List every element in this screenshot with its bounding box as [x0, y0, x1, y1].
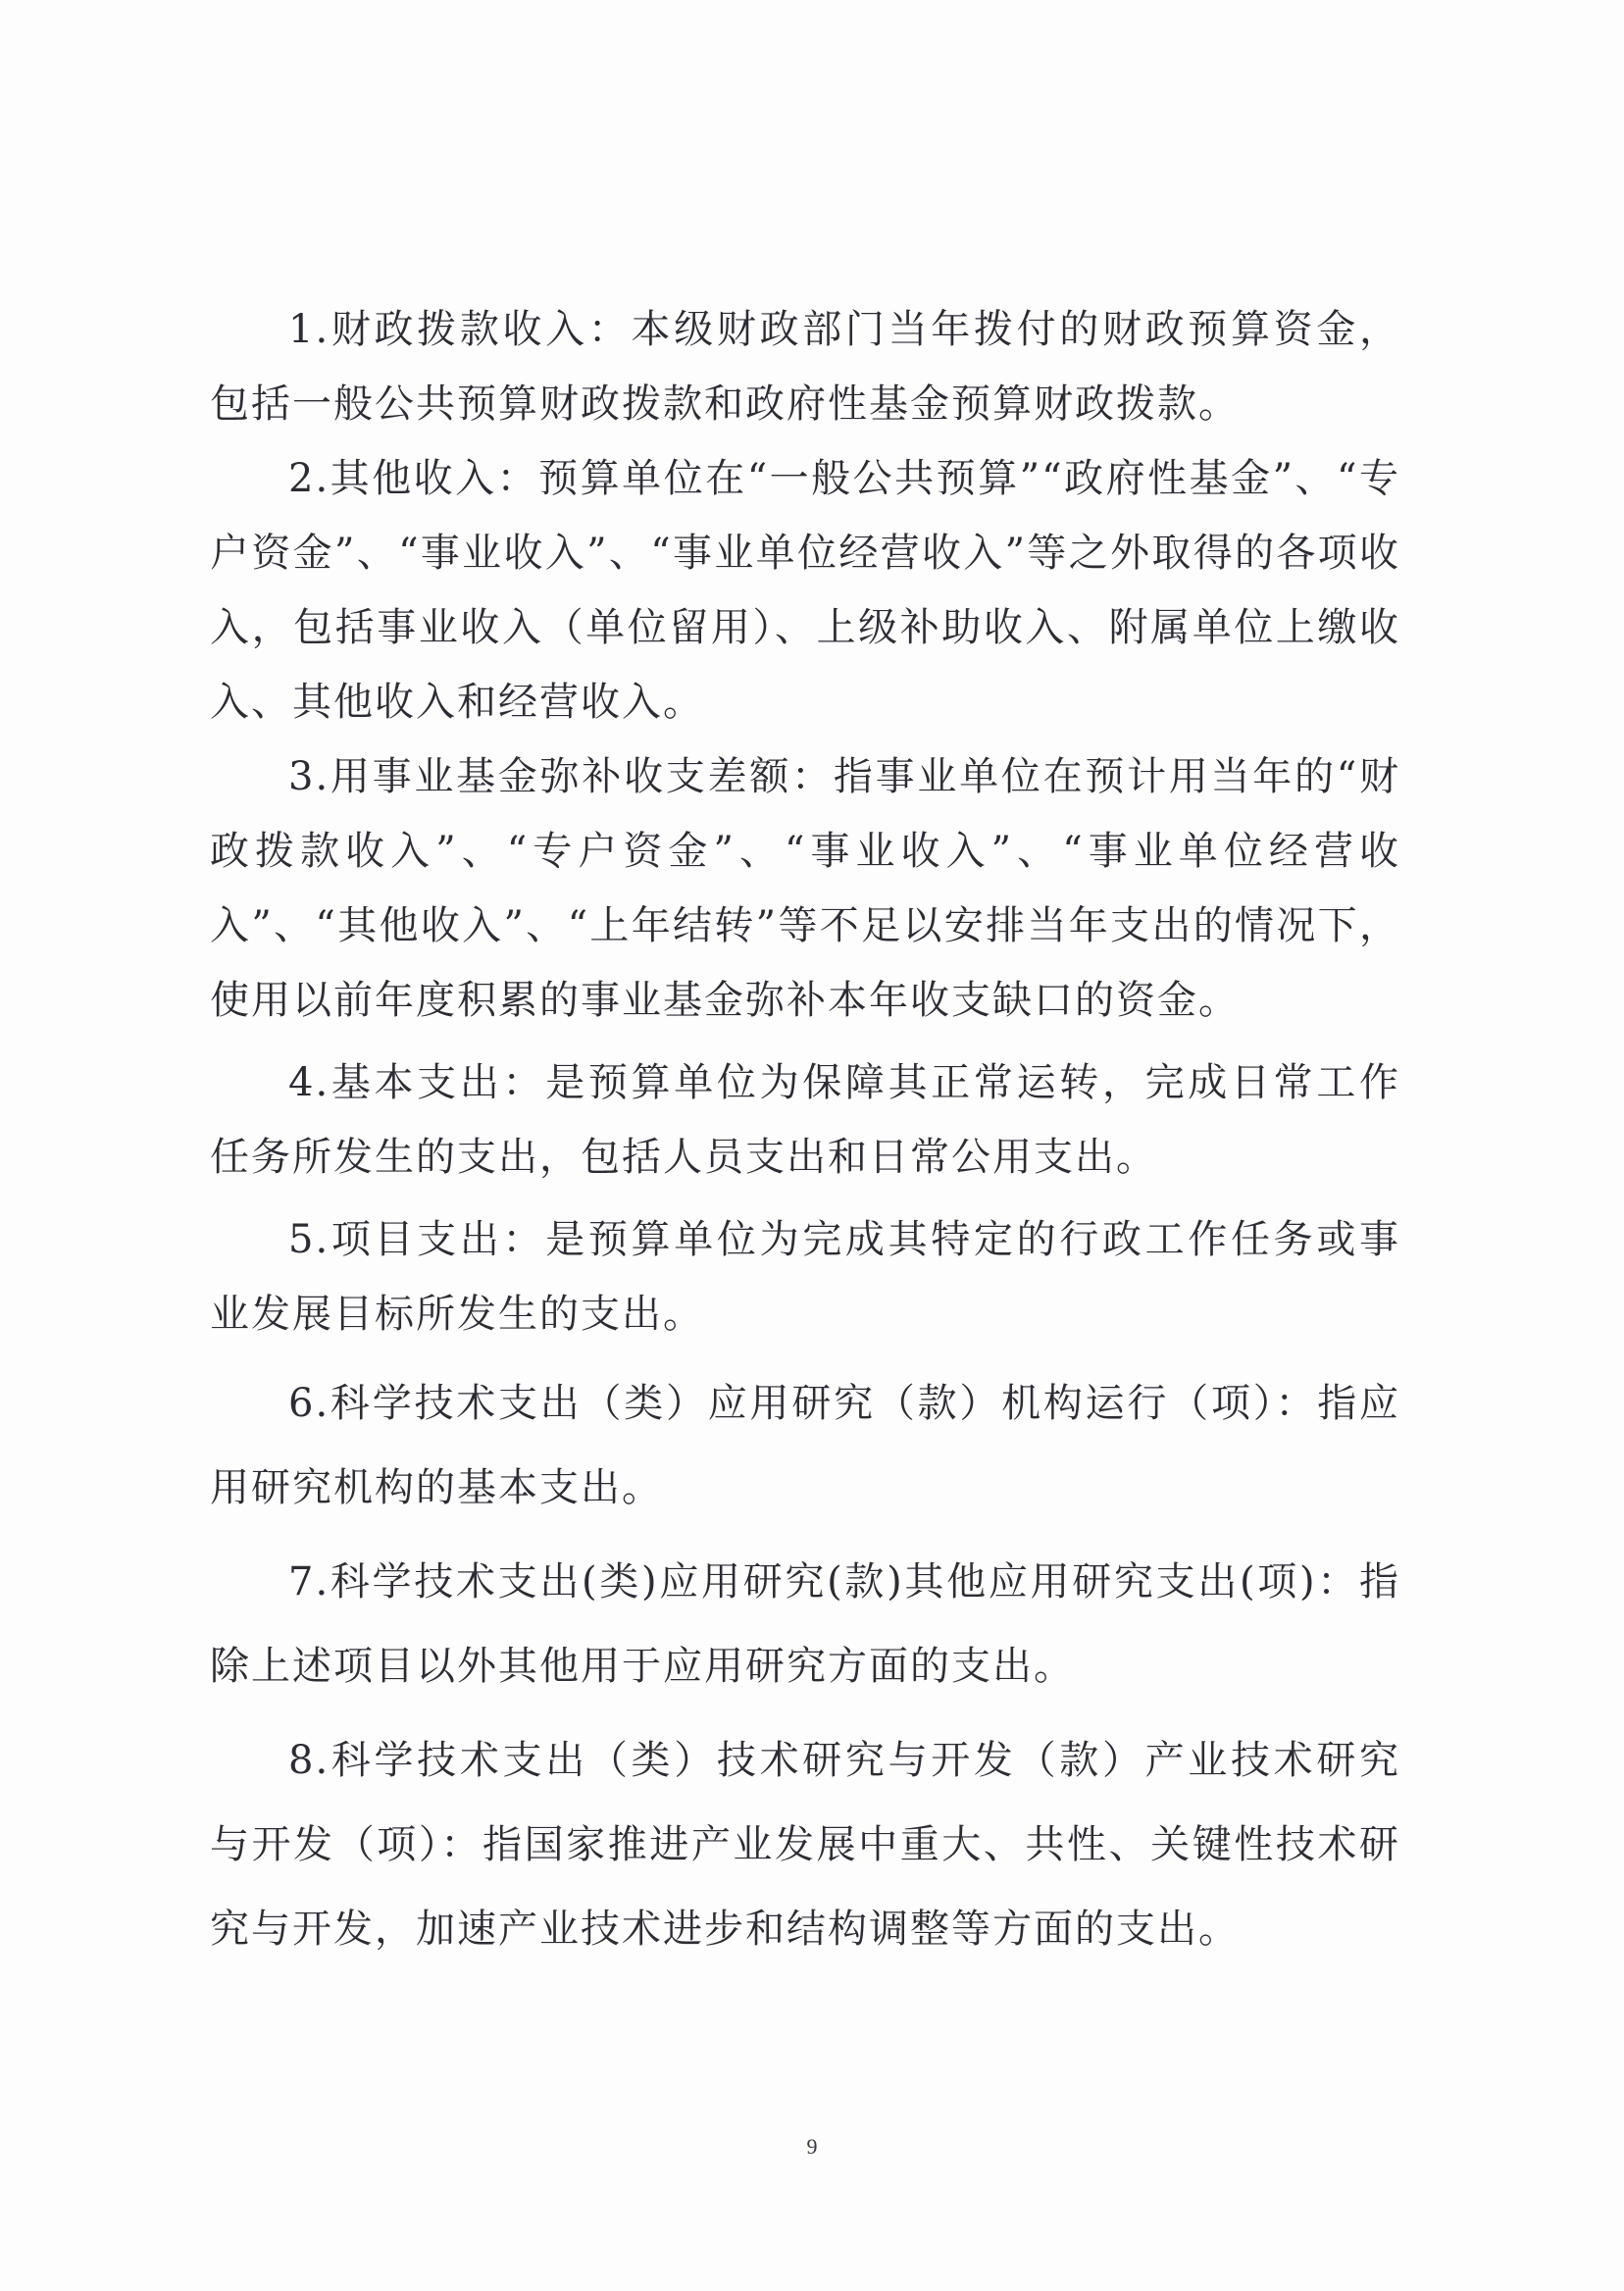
paragraph-institution-operation: 6.科学技术支出（类）应用研究（款）机构运行（项）：指应用研究机构的基本支出。 [210, 1381, 1400, 1510]
page-number: 9 [806, 2134, 818, 2159]
paragraph-project-expenditure: 5.项目支出：是预算单位为完成其特定的行政工作任务或事业发展目标所发生的支出。 [210, 1217, 1400, 1337]
paragraph-business-fund-offset: 3.用事业基金弥补收支差额：指事业单位在预计用当年的“财政拨款收入”、“专户资金”、“事业收入”、“事业单位经营收入”、“其他收入”、“上年结转”等不足以安排当年支出的情况下，使用以前年度积累的事业基金弥补本年收支缺口的资金。 [210, 754, 1400, 1023]
paragraph-other-applied-research: 7.科学技术支出(类)应用研究(款)其他应用研究支出(项)：指除上述项目以外其他用于应用研究方面的支出。 [210, 1559, 1400, 1689]
paragraph-industrial-tech-rd: 8.科学技术支出（类）技术研究与开发（款）产业技术研究与开发（项）：指国家推进产业发展中重大、共性、关键性技术研究与开发，加速产业技术进步和结构调整等方面的支出。 [210, 1738, 1400, 1952]
paragraph-fiscal-appropriation-income: 1.财政拨款收入：本级财政部门当年拨付的财政预算资金，包括一般公共预算财政拨款和政府性基金预算财政拨款。 [210, 307, 1400, 427]
paragraph-other-income: 2.其他收入：预算单位在“一般公共预算”“政府性基金”、“专户资金”、“事业收入”、“事业单位经营收入”等之外取得的各项收入，包括事业收入（单位留用）、上级补助收入、附属单位上缴收入、其他收入和经营收入。 [210, 456, 1400, 725]
paragraph-basic-expenditure: 4.基本支出：是预算单位为保障其正常运转，完成日常工作任务所发生的支出，包括人员支出和日常公用支出。 [210, 1060, 1400, 1180]
document-body [210, 292, 1400, 1971]
